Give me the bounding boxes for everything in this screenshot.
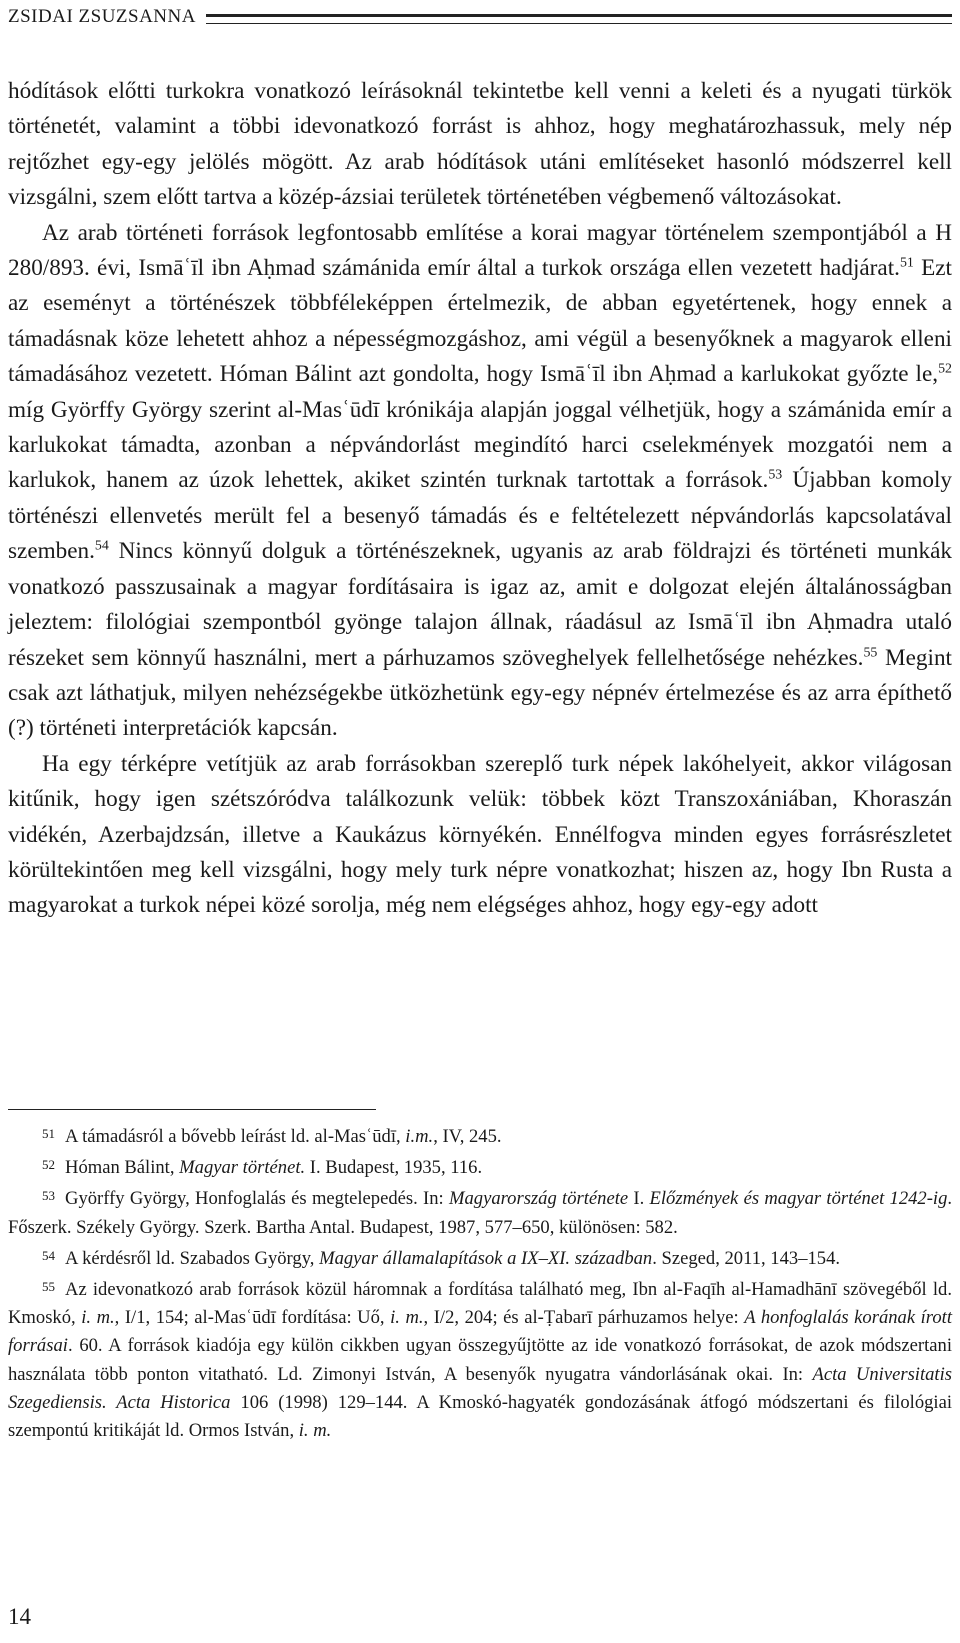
running-header [8, 6, 952, 28]
footnote-ref-51[interactable]: 51 [899, 255, 914, 271]
paragraph-1: hódítások előtti turkokra vonatkozó leírásoknál tekintetbe kell venni a keleti és a nyugati türkök történetét, valamint a többi idevonatkozó forrást is ahhoz, hogy meghatározhassuk, mely nép rejtőzhet egy-egy jelölés mögött. Az arab hódítások utáni említéseket hasonló módszerrel kell vizsgálni, szem előtt tartva a közép-ázsiai területek történetében végbemenő változásokat. [8, 78, 952, 211]
footnote-number: 52 [42, 1157, 56, 1173]
footnote-ref-52[interactable]: 52 [938, 361, 952, 377]
paragraph-3: Ha egy térképre vetítjük az arab forrásokban szereplő turk népek lakóhelyeit, akkor világosan kitűnik, hogy igen szétszóródva találkozunk velük: többek közt Transzoxániában, Khoraszán vidékén, Azerbajdzsán, illetve a Kaukázus környékén. Ennélfogva minden egyes forrásrészletet körültekintően meg kell vizsgálni, hogy mely turk népre vonatkozhat; hiszen az, hogy Ibn Rusta a magyarokat a turkok népei közé sorolja, még nem elégséges ahhoz, hogy egy-egy adott [8, 750, 952, 919]
footnote-53: $^{53}$ Györffy György, Honfoglalás és megtelepedés. In: Magyarország története I. Előzmények és magyar történet 1242-ig. Főszerk. Székely György. Szerk. Bartha Antal. Budapest, 1987, 577–650, különösen: 582. [8, 1188, 953, 1238]
footnote-number: 55 [42, 1279, 56, 1295]
footnote-ref-53[interactable]: 53 [768, 467, 783, 483]
footnote-number: 51 [42, 1126, 56, 1141]
footnote-51: $^{51}$ A támadásról a bővebb leírást ld. al-Masʿūdī, i.m., IV, 245. [42, 1126, 502, 1147]
footnote-55: $^{55}$ Az idevonatkozó arab források közül háromnak a fordítása található meg, Ibn al-Faqīh al-Hamadhānī szövegéből ld. Kmoskó, i. m., I/1, 154; al-Masʿūdī fordítása: Uő, i. m., I/2, 204; és al-Ṭabarī párhuzamos helye: A honfoglalás korának írott forrásai. 60. A források kiadója egy külön cikkben ugyan összegyűjtötte az ide vonatkozó forrásokat, de azok módszertani használata több ponton vitatható. Ld. Zimonyi István, A besenyők nyugatra vándorlásának okai. In: Acta Universitatis Szegediensis. Acta Historica 106 (1998) 129–144. A Kmoskó-hagyaték gondozásának átfogó módszertani és filológiai szempontú kritikáját ld. Ormos István, i. m. [8, 1279, 952, 1442]
header-author: ZSIDAI ZSUZSANNA [8, 6, 196, 27]
footnote-52: $^{52}$ Hóman Bálint, Magyar történet. I. Budapest, 1935, 116. [42, 1157, 483, 1179]
header-double-rule [206, 14, 952, 24]
footnote-ref-54[interactable]: 54 [94, 538, 109, 554]
footnote-54: $^{54}$ A kérdésről ld. Szabados György, Magyar államalapítások a IX–XI. században. Szeged, 2011, 143–154. [42, 1247, 841, 1269]
footnote-separator [8, 1109, 376, 1110]
main-text [8, 74, 952, 924]
paragraph-2: Az arab történeti források legfontosabb említése a korai magyar történelem szempontjából a H 280/893. évi, Ismāʿīl ibn Aḥmad számánida emír által a turkok országa ellen vezetett hadjárat.$^{51}$ Ezt az eseményt a történészek többféleképpen értelmezik, de abban egyetértenek, hogy ennek a támadásnak köze lehetett ahhoz a népességmozgáshoz, ami végül a besenyőknek a magyarok elleni támadásához vezetett. Hóman Bálint azt gondolta, hogy Ismāʿīl ibn Aḥmad a karlukokat győzte le,$^{52}$ míg Györffy György szerint al-Masʿūdī krónikája alapján joggal vélhetjük, hogy a számánida emír a karlukokat támadta, azonban a népvándorlást megindító harci cselekmények mozgatói nem a karlukok, hanem az úzok lehettek, akiket szintén turknak tartottak a források.$^{53}$ Újabban komoly történészi ellenvetés merült fel a besenyő támadás és e feltételezett népvándorlás kapcsolatával szemben.$^{54}$ Nincs könnyű dolguk a történészeknek, ugyanis az arab földrajzi és történeti munkák vonatkozó passzusainak a magyar fordításaira is igaz az, amit e dolgozat elején általánosságban jeleztem: filológiai szempontból gyönge talajon állnak, ráadásul az Ismāʿīl ibn Aḥmadra utaló részeket sem könnyű használni, mert a párhuzamos szöveghelyek fellelhetősége nehézkes.$^{55}$ Megint csak azt láthatjuk, milyen nehézségekbe ütközhetünk egy-egy népnév értelmezése és az arra építhető (?) történeti interpretációk kapcsán. [8, 219, 952, 742]
page-number: 14 [8, 1604, 31, 1629]
footnote-ref-55[interactable]: 55 [863, 644, 878, 660]
footnote-number: 53 [42, 1188, 56, 1204]
footnotes [8, 1120, 952, 1445]
footnote-number: 54 [42, 1247, 56, 1263]
